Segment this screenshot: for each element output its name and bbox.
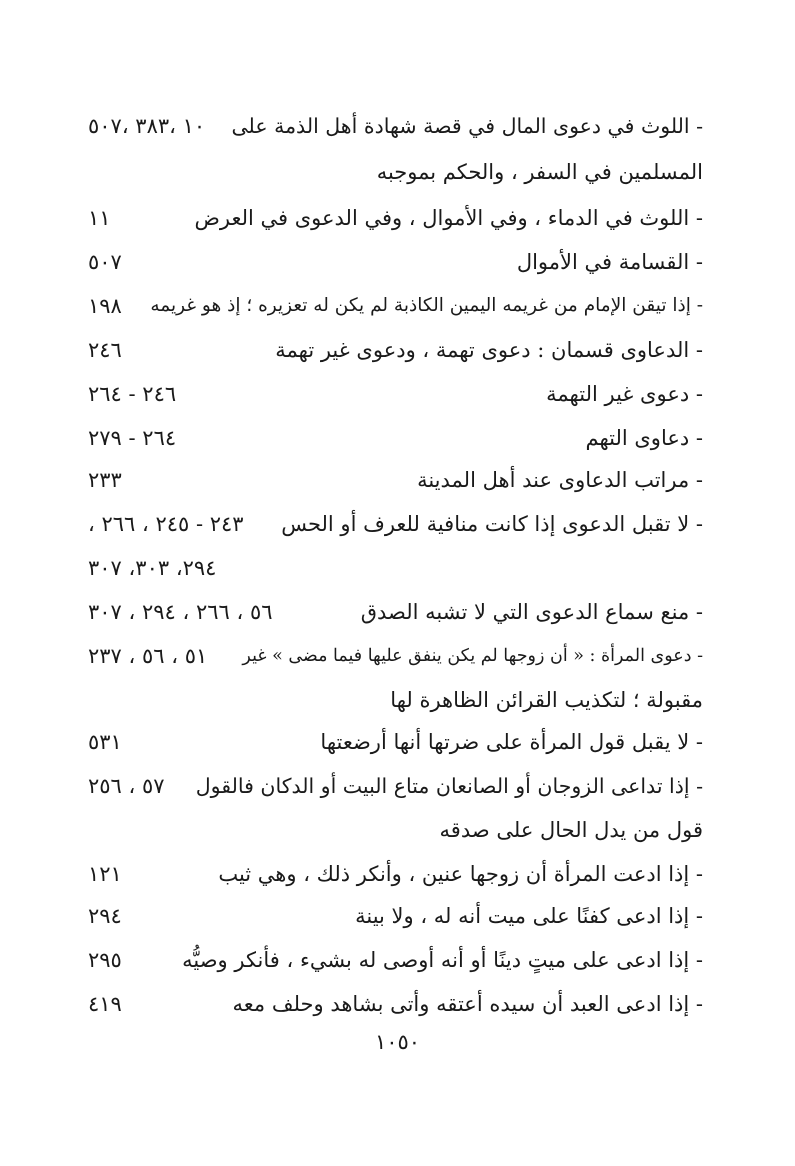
- index-entry: [88, 328, 703, 372]
- index-entry: [88, 196, 703, 240]
- entry-page-refs: ١٠ ،٣٨٣ ،٥٠٧: [88, 114, 206, 138]
- entry-text: - القسامة في الأموال: [516, 250, 703, 274]
- entry-page-refs: ٢٣٣: [88, 468, 122, 492]
- index-entry: [88, 240, 703, 284]
- entry-text: - إذا ادعت المرأة أن زوجها عنين ، وأنكر ذلك ، وهي ثيب: [218, 862, 703, 886]
- entry-text: - إذا ادعى العبد أن سيده أعتقه وأتى بشاهد وحلف معه: [232, 992, 703, 1016]
- entry-page-refs: ٥١ ، ٥٦ ، ٢٣٧: [88, 644, 208, 668]
- entry-text: - إذا تداعى الزوجان أو الصانعان متاع البيت أو الدكان فالقول: [195, 774, 703, 798]
- page-number: ١٠٥٠: [374, 1030, 421, 1054]
- entry-text: - دعوى غير التهمة: [546, 382, 703, 406]
- entry-page-refs: ٢٦٤ - ٢٧٩: [88, 426, 177, 450]
- entry-text: - لا تقبل الدعوى إذا كانت منافية للعرف أو الحس: [281, 512, 703, 536]
- index-entry: [88, 284, 703, 328]
- entry-page-refs: ١١: [88, 206, 111, 230]
- index-entry: [88, 416, 703, 460]
- entry-page-refs: ٢٩٥: [88, 948, 122, 972]
- index-entry-refs-continuation: [88, 546, 703, 590]
- index-entry: [88, 458, 703, 502]
- index-entry-continuation: [88, 808, 703, 852]
- entry-text: - اللوث في الدماء ، وفي الأموال ، وفي الدعوى في العرض: [194, 206, 703, 230]
- entry-text: - إذا ادعى كفنًا على ميت أنه له ، ولا بينة: [355, 904, 703, 928]
- index-entry: [88, 634, 703, 678]
- entry-page-refs: ٥٠٧: [88, 250, 122, 274]
- entry-text: - دعوى المرأة : « أن زوجها لم يكن ينفق عليها فيما مضى » غير: [242, 646, 703, 666]
- entry-text: - مراتب الدعاوى عند أهل المدينة: [417, 468, 703, 492]
- index-entry-continuation: [88, 150, 703, 194]
- entry-page-refs: ٢٤٦ - ٢٦٤: [88, 382, 177, 406]
- entry-text: قول من يدل الحال على صدقه: [439, 818, 703, 842]
- index-entry: [88, 104, 703, 148]
- entry-page-refs: ٢٩٤: [88, 904, 122, 928]
- index-entry: [88, 502, 703, 546]
- index-entry: [88, 590, 703, 634]
- entry-text: - دعاوى التهم: [585, 426, 703, 450]
- entry-text: - الدعاوى قسمان : دعوى تهمة ، ودعوى غير تهمة: [275, 338, 703, 362]
- entry-page-refs: ٢٤٣ - ٢٤٥ ، ٢٦٦ ،: [88, 512, 244, 536]
- entry-page-refs: ٥٦ ، ٢٦٦ ، ٢٩٤ ، ٣٠٧: [88, 600, 273, 624]
- index-entry: [88, 982, 703, 1026]
- index-entry: [88, 764, 703, 808]
- entry-page-refs: ٤١٩: [88, 992, 122, 1016]
- entry-text: مقبولة ؛ لتكذيب القرائن الظاهرة لها: [390, 688, 703, 712]
- index-entry-continuation: [88, 678, 703, 722]
- index-entry: [88, 372, 703, 416]
- index-entry: [88, 720, 703, 764]
- entry-page-refs: ٢٤٦: [88, 338, 122, 362]
- index-entry: [88, 938, 703, 982]
- index-entry: [88, 852, 703, 896]
- entry-text: - إذا ادعى على ميتٍ دينًا أو أنه أوصى له بشيء ، فأنكر وصيُّه: [182, 948, 703, 972]
- index-entry: [88, 894, 703, 938]
- entry-page-refs: ١٩٨: [88, 294, 122, 318]
- entry-text: - منع سماع الدعوى التي لا تشبه الصدق: [360, 600, 703, 624]
- entry-page-refs: ٥٧ ، ٢٥٦: [88, 774, 165, 798]
- entry-page-refs: ١٢١: [88, 862, 122, 886]
- entry-text: المسلمين في السفر ، والحكم بموجبه: [376, 160, 703, 184]
- entry-page-refs: ٥٣١: [88, 730, 122, 754]
- entry-page-refs: ٢٩٤، ٣٠٣، ٣٠٧: [88, 556, 217, 580]
- entry-text: - لا يقبل قول المرأة على ضرتها أنها أرضعتها: [320, 730, 703, 754]
- entry-text: - إذا تيقن الإمام من غريمه اليمين الكاذبة لم يكن له تعزيره ؛ إذ هو غريمه: [150, 295, 703, 316]
- entry-text: - اللوث في دعوى المال في قصة شهادة أهل الذمة على: [231, 114, 703, 138]
